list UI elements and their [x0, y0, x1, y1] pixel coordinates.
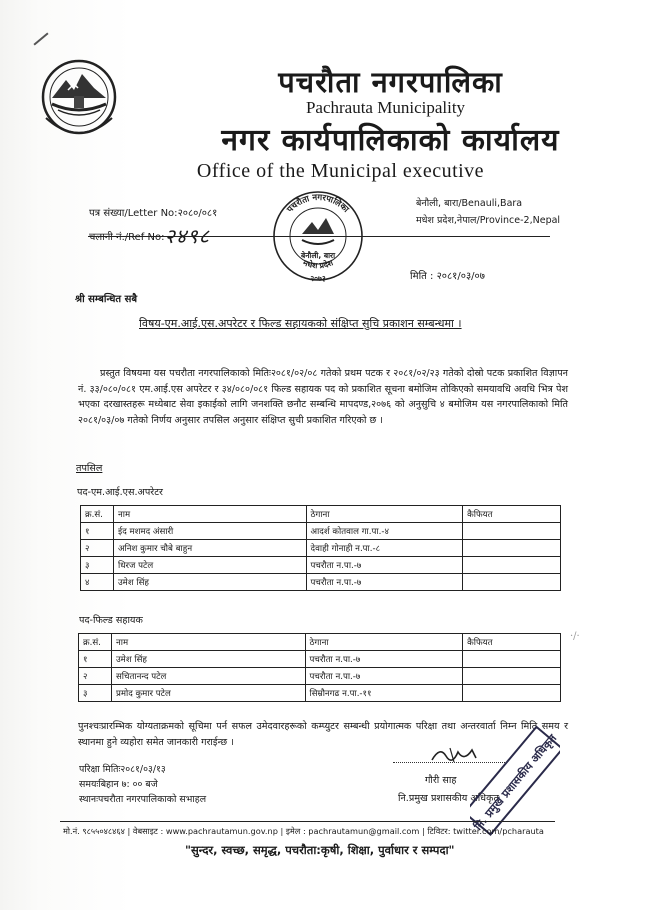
header-serial: क्र.सं. [79, 634, 112, 651]
addressee: श्री सम्बन्धित सबै [75, 294, 138, 305]
cell-serial: १ [79, 651, 112, 668]
header-remarks: कैफियत [463, 634, 561, 651]
header-address: ठेगाना [305, 634, 463, 651]
letter-number [89, 205, 217, 219]
footer-rule [60, 821, 555, 822]
cell-remarks [463, 557, 561, 574]
cell-serial: २ [79, 668, 112, 685]
notice-paragraph: पुनश्चःप्रारम्भिक योग्यताक्रमको सूचिमा पर्न सफल उमेदवारहरूको कम्प्युटर सम्बन्धी प्रयोगात्मक परिक्षा तथा अन्तरवार्ता निम्न मिति समय र स्थानमा हुने व्यहोरा समेत जानकारी गराईन्छ । [78, 721, 568, 748]
ref-number-handwritten: २४९८ [164, 224, 211, 248]
cell-address: पचरौता न.पा.-७ [306, 574, 463, 591]
address-line-2: मधेश प्रदेश,नेपाल/Province-2,Nepal [416, 215, 561, 226]
office-title-nepali: नगर कार्यपालिकाको कार्यालय [221, 123, 560, 158]
cell-remarks [463, 668, 561, 685]
cell-name: उमेश सिंह [113, 574, 306, 591]
cell-serial: १ [81, 523, 114, 540]
cell-name: ईद मशमद अंसारी [113, 523, 306, 540]
cell-remarks [463, 651, 561, 668]
svg-text:पचरौता नगरपालिका [285, 193, 351, 216]
seal-year: २०७३ [310, 274, 326, 283]
cell-address: पचरौता न.पा.-७ [305, 668, 463, 685]
cell-name: अनिश कुमार चौबे बाहुन [113, 540, 306, 557]
mis-operator-table [80, 505, 561, 591]
cell-serial: ३ [79, 685, 112, 702]
office-title-english: Office of the Municipal executive [196, 160, 485, 182]
cell-name: प्रमोद कुमार पटेल [111, 685, 305, 702]
municipality-title-nepali: पचरौता नगरपालिका [278, 65, 503, 99]
table-row [81, 557, 561, 574]
cell-name: उमेश सिंह [111, 651, 305, 668]
exam-date: परिक्षा मितिः२०८१/०३/१३ [79, 764, 166, 775]
seal-text-bottom: मधेश प्रदेश [301, 258, 335, 271]
cell-name: सचितानन्द पटेल [111, 668, 305, 685]
letter-subject: विषय-एम.आई.एस.अपरेटर र फिल्ड सहायकको संक्षिप्त सुचि प्रकाशन सम्बन्धमा । [139, 317, 462, 330]
cell-name: धिरज पटेल [113, 557, 306, 574]
letter-number-value: २०८०/०८१ [177, 208, 218, 219]
stamp-text: नि. प्रमुख प्रशासकीय अधिकृत [471, 731, 560, 833]
letter-number-label: पत्र संख्या/Letter No: [89, 208, 178, 219]
tapasil-heading: तपसिल [76, 463, 103, 474]
office-seal [268, 188, 368, 284]
table-row [79, 685, 561, 702]
municipality-title-english: Pachrauta Municipality [305, 98, 466, 117]
cell-serial: ३ [81, 557, 114, 574]
cell-remarks [463, 574, 561, 591]
cell-remarks [463, 523, 561, 540]
exam-time: समयःबिहान ७: ०० बजे [79, 779, 158, 790]
scan-smudge: ·/· [570, 631, 580, 642]
signatory-stamp [470, 722, 560, 842]
cell-remarks [463, 685, 561, 702]
cell-serial: ४ [81, 574, 114, 591]
header-name: नाम [113, 506, 306, 523]
table-row [79, 668, 561, 685]
cell-address: देवाही गोनाही न.पा.-८ [306, 540, 463, 557]
header-name: नाम [111, 634, 305, 651]
scan-mark [33, 32, 48, 45]
footer-contact: मो.नं. ९८५५०४८४६४ | वेबसाइट : www.pachrautamun.gov.np | इमेल : pachrautamun@gmail.com | टिविटर: twitter.com/pcharauta [63, 826, 544, 836]
exam-details [79, 762, 206, 807]
letter-body: प्रस्तुत विषयमा यस पचरौता नगरपालिकाको मितिः२०८१/०२/०८ गतेको प्रथम पटक र २०८१/०२/२३ गतेको दोस्रो पटक प्रकाशित विज्ञापन नं. ३३/०८०/०८१ एम.आई.एस अपरेटर र ३४/०८०/०८१ फिल्ड सहायक पद को प्रकाशित सूचना बमोजिम तोकिएको समयावधि अवधि भित्र पेश भएका दरखास्तहरू मध्येबाट सेवा इकाईको लागि जनशक्ति छनौट सम्बन्धि मापदण्ड,२०७६ को अनुसुचि ४ बमोजिम यस नगरपालिकाको मिति २०८१/०३/०७ गतेको निर्णय अनुसार तपसिल अनुसार संक्षिप्त सुची प्रकाशित गरिएको छ । [78, 368, 568, 426]
signatory-title: नि.प्रमुख प्रशासकीय अधिकृत [398, 793, 499, 804]
table-row [81, 523, 561, 540]
header-remarks: कैफियत [463, 506, 561, 523]
footer-slogan: "सुन्दर, स्वच्छ, समृद्ध, पचरौता:कृषी, शिक्षा, पुर्वाधार र सम्पदा" [185, 843, 455, 857]
ref-number-label: चलानी नं./Ref No: [89, 232, 165, 243]
table-row [79, 651, 561, 668]
signatory-name: गौरी साह [425, 775, 457, 786]
table-header-row [81, 506, 561, 523]
cell-remarks [463, 540, 561, 557]
cell-address: सिम्रौनगढ न.पा.-११ [305, 685, 463, 702]
header-address: ठेगाना [306, 506, 463, 523]
table-row [81, 540, 561, 557]
table-header-row [79, 634, 561, 651]
field-assistant-table [78, 633, 561, 702]
seal-text-mid: बेनौली, बारा [300, 251, 336, 260]
address-line-1: बेनौली, बारा/Benauli,Bara [416, 198, 523, 209]
table-row [81, 574, 561, 591]
cell-address: पचरौता न.पा.-७ [305, 651, 463, 668]
cell-serial: २ [81, 540, 114, 557]
table2-post-label: पद-फिल्ड सहायक [79, 615, 143, 626]
exam-venue: स्थानःपचरौता नगरपालिकाको सभाहल [79, 794, 207, 805]
header-serial: क्र.सं. [81, 506, 114, 523]
table1-post-label: पद-एम.आई.एस.अपरेटर [77, 487, 163, 498]
cell-address: आदर्श कोतवाल गा.पा.-४ [306, 523, 463, 540]
letter-date: मिति : २०८१/०३/०७ [410, 271, 485, 282]
cell-address: पचरौता न.पा.-७ [306, 557, 463, 574]
seal-text-top: पचरौता नगरपालिका [285, 192, 351, 215]
